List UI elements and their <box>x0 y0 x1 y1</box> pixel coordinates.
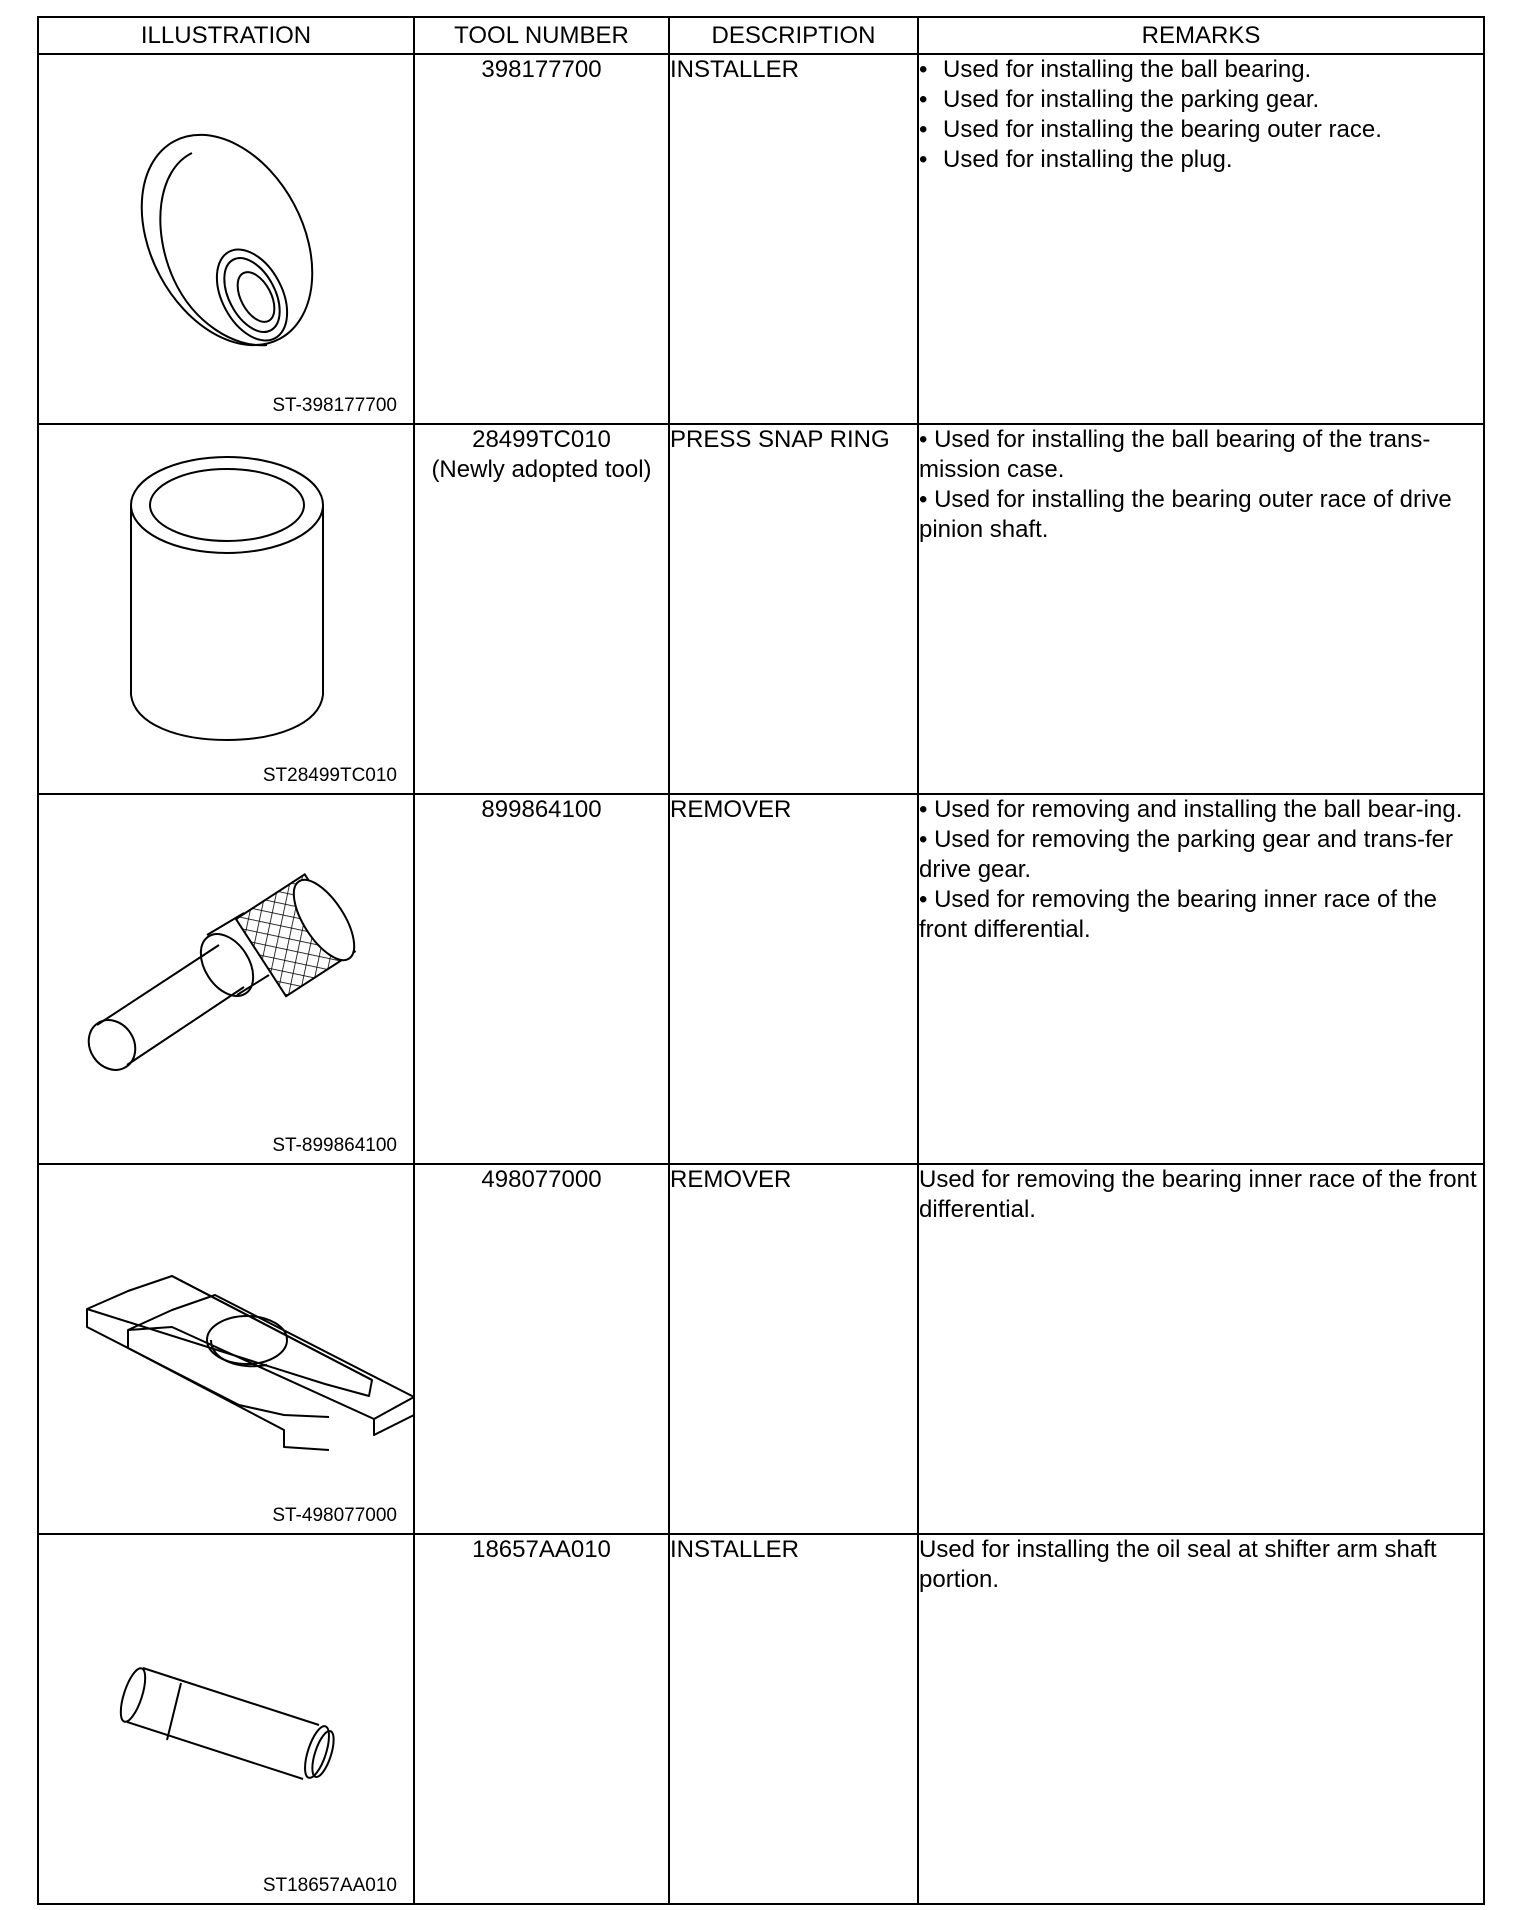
tool-number-cell <box>414 1534 669 1904</box>
tool-number: 899864100 <box>481 796 602 823</box>
remark-item: • Used for installing the plug. <box>919 145 1483 175</box>
remover-pin-illustration <box>39 795 415 1163</box>
table-row <box>38 54 1484 424</box>
tool-number: 498077000 <box>481 1166 602 1193</box>
illustration-cell <box>38 794 414 1164</box>
illustration-code: ST-899864100 <box>272 1135 397 1156</box>
remark-item: • Used for removing the parking gear and trans-fer drive gear. <box>919 825 1483 885</box>
description-cell: REMOVER <box>669 1164 918 1534</box>
header-row <box>38 17 1484 54</box>
tool-number-cell <box>414 424 669 794</box>
installer-disc-illustration <box>39 55 415 423</box>
installer-tube-illustration <box>39 1535 415 1903</box>
description-cell: PRESS SNAP RING <box>669 424 918 794</box>
header-remarks: REMARKS <box>918 17 1484 54</box>
remark-item: • Used for installing the ball bearing of the trans-mission case. <box>919 425 1483 485</box>
remark-item: • Used for installing the bearing outer race. <box>919 115 1483 145</box>
illustration-cell <box>38 1164 414 1534</box>
tool-number: 28499TC010 <box>472 426 611 453</box>
illustration-cell <box>38 54 414 424</box>
remark-item: • Used for removing the bearing inner race of the front differential. <box>919 885 1483 945</box>
illustration-code: ST28499TC010 <box>262 765 397 786</box>
tool-number: 398177700 <box>481 56 602 83</box>
tool-number-cell <box>414 54 669 424</box>
remark-item: • Used for installing the ball bearing. <box>919 55 1483 85</box>
header-description: DESCRIPTION <box>669 17 918 54</box>
tool-number-cell <box>414 1164 669 1534</box>
description-cell: INSTALLER <box>669 1534 918 1904</box>
remarks-cell <box>918 424 1484 794</box>
table-row <box>38 1164 1484 1534</box>
tool-number: 18657AA010 <box>472 1536 611 1563</box>
header-illustration: ILLUSTRATION <box>38 17 414 54</box>
remarks-cell: Used for removing the bearing inner race of the front differential. <box>918 1164 1484 1534</box>
illustration-code: ST18657AA010 <box>262 1875 397 1896</box>
tool-number-cell <box>414 794 669 1164</box>
remarks-cell <box>918 54 1484 424</box>
illustration-code: ST-498077000 <box>272 1505 397 1526</box>
table-row <box>38 1534 1484 1904</box>
description-cell: REMOVER <box>669 794 918 1164</box>
remarks-cell <box>918 794 1484 1164</box>
table-row <box>38 424 1484 794</box>
press-snap-ring-illustration <box>39 425 415 793</box>
remark-item: • Used for installing the bearing outer race of drive pinion shaft. <box>919 485 1483 545</box>
remarks-cell: Used for installing the oil seal at shifter arm shaft portion. <box>918 1534 1484 1904</box>
tool-note: (Newly adopted tool) <box>431 456 652 483</box>
description-cell: INSTALLER <box>669 54 918 424</box>
illustration-cell <box>38 424 414 794</box>
split-plate-illustration <box>39 1165 415 1533</box>
illustration-code: ST-398177700 <box>272 395 397 416</box>
special-tools-table <box>37 16 1485 1905</box>
remark-item: • Used for installing the parking gear. <box>919 85 1483 115</box>
table-row <box>38 794 1484 1164</box>
remark-item: • Used for removing and installing the ball bear-ing. <box>919 795 1483 825</box>
header-tool-number: TOOL NUMBER <box>414 17 669 54</box>
illustration-cell <box>38 1534 414 1904</box>
